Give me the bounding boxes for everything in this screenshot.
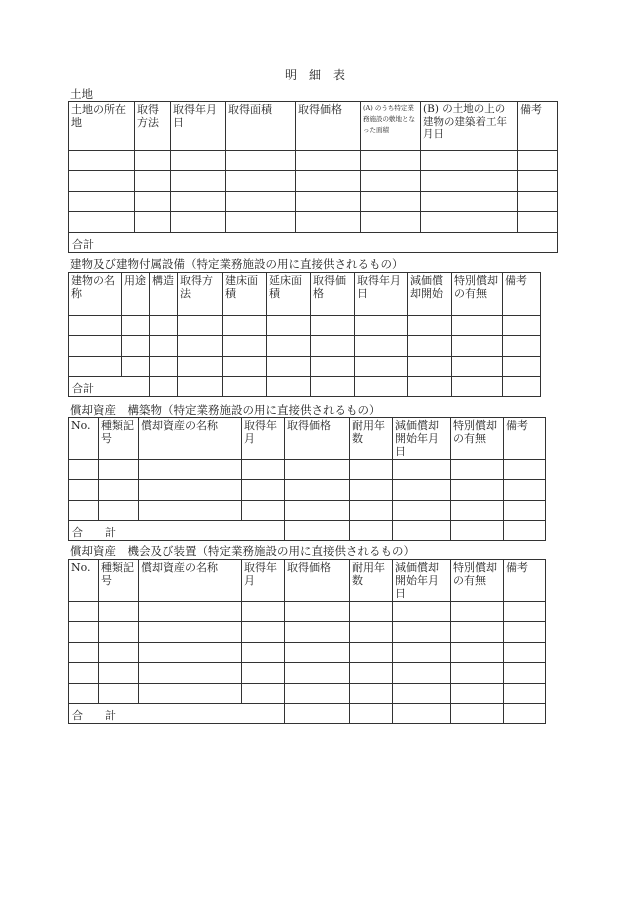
- structures-section-title: 償却資産 構築物（特定業務施設の用に直接供されるもの）: [70, 403, 381, 417]
- header-cell: 取得価格: [311, 273, 355, 316]
- table-header-row: [69, 560, 546, 602]
- header-cell: 取得年月: [242, 560, 285, 602]
- header-cell: 償却資産の名称: [139, 560, 242, 602]
- table-row: [69, 501, 546, 521]
- header-cell: 建物の名称: [69, 273, 122, 316]
- land-section-title: 土地: [70, 87, 93, 101]
- total-row: [69, 377, 541, 397]
- table-row: [69, 622, 546, 643]
- structures-table: [68, 417, 546, 541]
- buildings-section-title: 建物及び建物付属設備（特定業務施設の用に直接供されるもの）: [70, 257, 404, 271]
- total-row: [69, 704, 546, 724]
- header-cell: No.: [69, 418, 99, 460]
- table-header-row: [69, 102, 558, 151]
- header-cell: No.: [69, 560, 99, 602]
- header-cell: 取得価格: [285, 560, 350, 602]
- header-cell: 種類記号: [99, 560, 139, 602]
- header-cell: 土地の所在地: [69, 102, 135, 151]
- header-cell: 取得方法: [135, 102, 171, 151]
- header-cell: 延床面積: [267, 273, 311, 316]
- header-cell: 減価償却開始年月日: [393, 418, 451, 460]
- buildings-table: [68, 272, 541, 397]
- total-row: [69, 521, 546, 541]
- header-cell: 種類記号: [99, 418, 139, 460]
- table-header-row: [69, 418, 546, 460]
- header-cell: 取得価格: [285, 418, 350, 460]
- header-cell: 建床面積: [223, 273, 267, 316]
- header-cell: 耐用年数: [350, 560, 393, 602]
- header-cell: 特別償却の有無: [451, 560, 504, 602]
- table-row: [69, 643, 546, 663]
- table-row: [69, 602, 546, 622]
- header-cell: 減価償却開始年月日: [393, 560, 451, 602]
- header-cell: 取得年月: [242, 418, 285, 460]
- table-row: [69, 460, 546, 480]
- header-cell: 備考: [504, 418, 546, 460]
- header-cell: 備考: [518, 102, 558, 151]
- total-row: [69, 233, 558, 253]
- machinery-section-title: 償却資産 機会及び装置（特定業務施設の用に直接供されるもの）: [70, 544, 415, 558]
- header-cell: (A) のうち特定業務施設の敷地となった面積: [361, 102, 421, 151]
- table-row: [69, 480, 546, 501]
- total-label: 合 計: [69, 521, 285, 541]
- header-cell: 取得方法: [178, 273, 223, 316]
- machinery-table: [68, 559, 546, 724]
- table-header-row: [69, 273, 541, 316]
- header-cell: 取得年月日: [355, 273, 408, 316]
- table-row: [69, 316, 541, 336]
- table-row: [69, 663, 546, 684]
- header-cell: 備考: [503, 273, 541, 316]
- header-cell: 減価償却開始: [408, 273, 452, 316]
- table-row: [69, 212, 558, 233]
- table-row: [69, 151, 558, 171]
- total-label: 合計: [69, 233, 558, 253]
- header-cell: 取得価格: [296, 102, 361, 151]
- header-cell: 備考: [504, 560, 546, 602]
- header-cell: 特別償却の有無: [452, 273, 503, 316]
- header-cell: (B) の土地の上の建物の建築着工年月日: [421, 102, 518, 151]
- total-label: 合計: [69, 377, 150, 397]
- header-cell: 構造: [150, 273, 178, 316]
- table-row: [69, 192, 558, 212]
- total-label: 合 計: [69, 704, 285, 724]
- table-row: [69, 336, 541, 357]
- header-cell: 取得面積: [226, 102, 296, 151]
- table-row: [69, 684, 546, 704]
- table-row: [69, 171, 558, 192]
- header-cell: 耐用年数: [350, 418, 393, 460]
- land-table: [68, 101, 558, 253]
- table-row: [69, 357, 541, 377]
- header-cell: 特別償却の有無: [451, 418, 504, 460]
- header-cell: 取得年月日: [171, 102, 226, 151]
- header-cell: 償却資産の名称: [139, 418, 242, 460]
- page-title: 明 細 表: [284, 68, 345, 82]
- header-cell: 用途: [122, 273, 150, 316]
